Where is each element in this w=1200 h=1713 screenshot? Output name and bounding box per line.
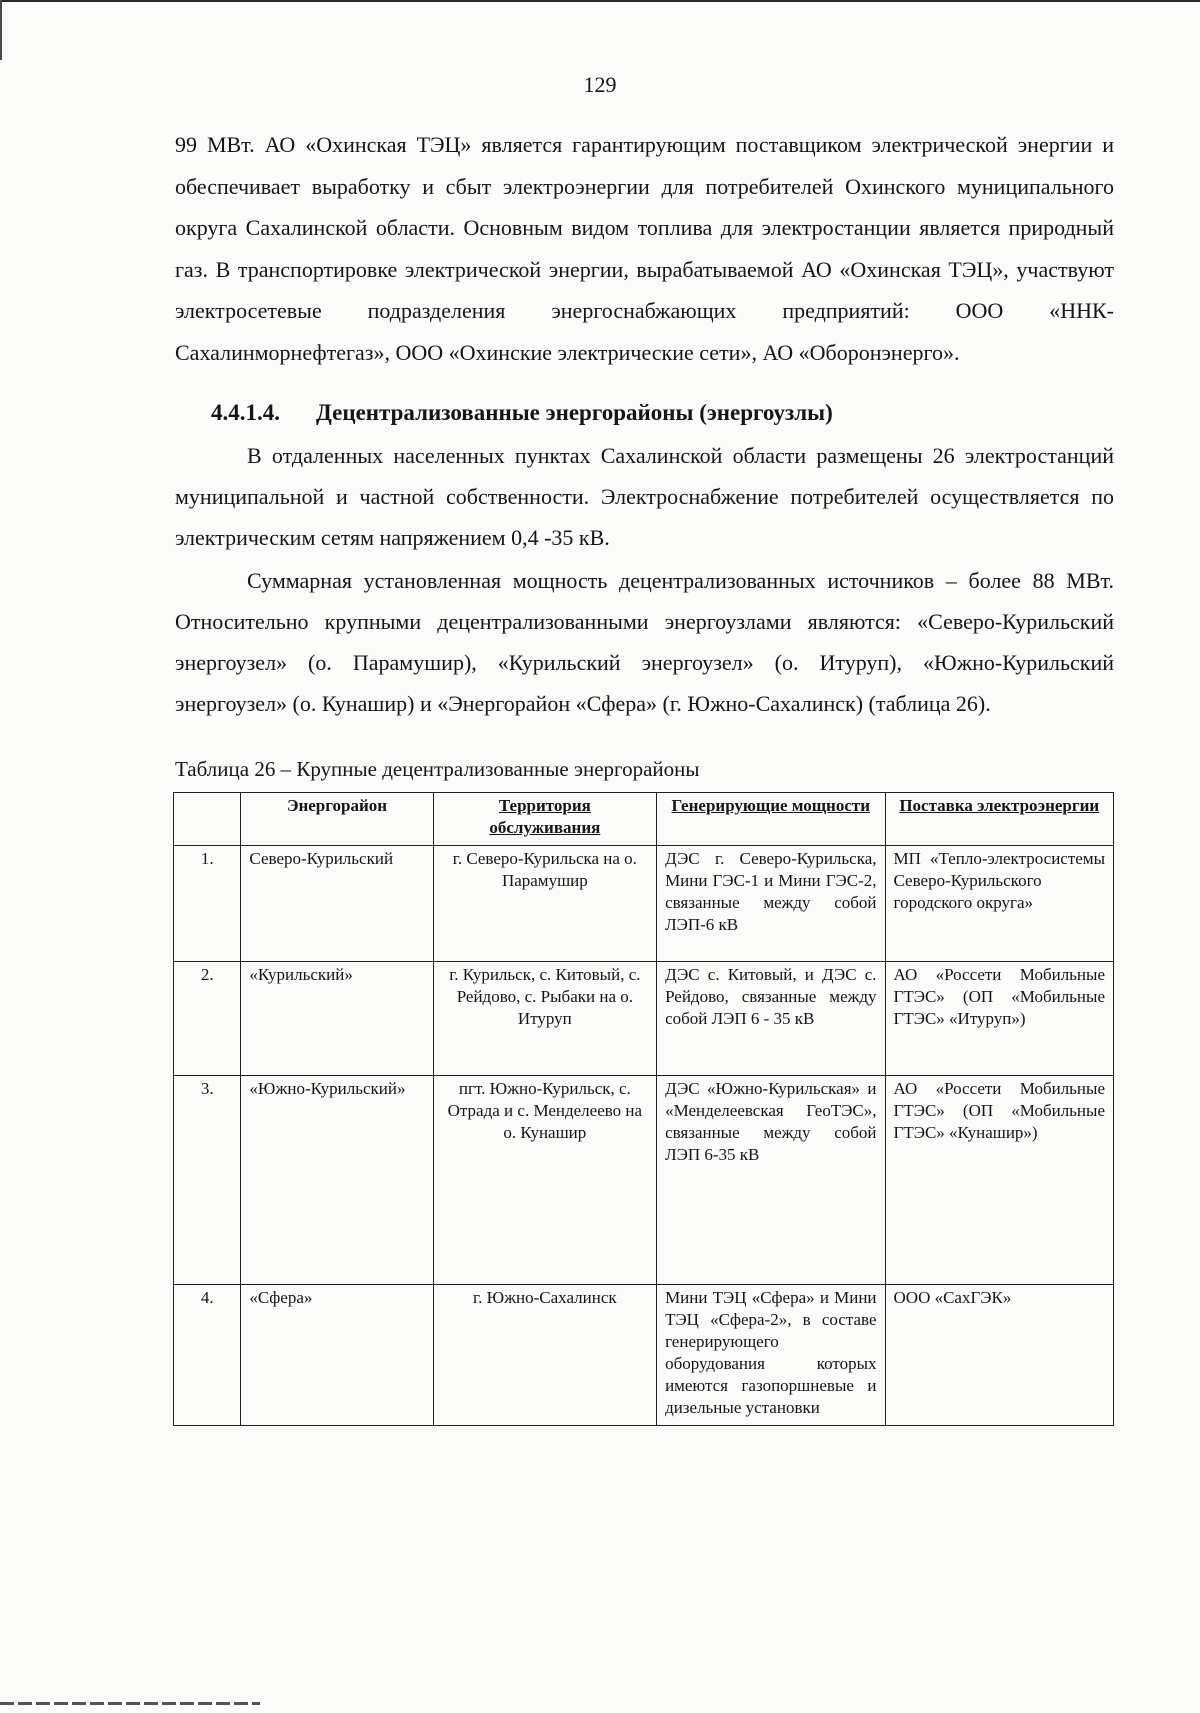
- cell-supply: АО «Россети Мобильные ГТЭС» (ОП «Мобильные ГТЭС» «Итуруп»): [885, 962, 1113, 1076]
- paragraph-decentralized-stations: В отдаленных населенных пунктах Сахалинской области размещены 26 электростанций муниципальной и частной собственности. Электроснабжение потребителей осуществляется по электрическим сетям напряжением 0,4 -35 кВ.: [175, 443, 1114, 550]
- cell-region: Северо-Курильский: [241, 846, 433, 962]
- cell-num: 3.: [174, 1076, 241, 1285]
- cell-supply: ООО «СахГЭК»: [885, 1285, 1113, 1426]
- cell-region: «Южно-Курильский»: [241, 1076, 433, 1285]
- page-content: [175, 124, 1114, 1426]
- cell-generation: ДЭС «Южно-Курильская» и «Менделеевская ГеоТЭС», связанные между собой ЛЭП 6-35 кВ: [657, 1076, 885, 1285]
- cell-territory: г. Северо-Курильска на о. Парамушир: [433, 846, 656, 962]
- header-num: [174, 793, 241, 846]
- header-territory: [433, 793, 656, 846]
- table-caption: Таблица 26 – Крупные децентрализованные энергорайоны: [175, 757, 700, 781]
- cell-territory: г. Курильск, с. Китовый, с. Рейдово, с. Рыбаки на о. Итуруп: [433, 962, 656, 1076]
- section-title: Децентрализованные энергорайоны (энергоузлы): [316, 400, 833, 425]
- cell-supply: АО «Россети Мобильные ГТЭС» (ОП «Мобильные ГТЭС» «Кунашир»): [885, 1076, 1113, 1285]
- paragraph-total-capacity: Суммарная установленная мощность децентрализованных источников – более 88 МВт. Относительно крупными децентрализованными энергоузлами являются: «Северо-Курильский энергоузел» (о. Парамушир), «Курильский энергоузел» (о. Итуруп), «Южно-Курильский энергоузел» (о. Кунашир) и «Энергорайон «Сфера» (г. Южно-Сахалинск) (таблица 26).: [175, 568, 1114, 716]
- cell-region: «Курильский»: [241, 962, 433, 1076]
- header-generation-label: Генерирующие мощности: [671, 796, 871, 815]
- table-row: [174, 846, 1114, 962]
- cell-generation: Мини ТЭЦ «Сфера» и Мини ТЭЦ «Сфера-2», в составе генерирующего оборудования которых имеются газопоршневые и дизельные установки: [657, 1285, 885, 1426]
- section-number: 4.4.1.4.: [211, 400, 280, 425]
- page-number: 129: [583, 72, 617, 97]
- header-supply-label: Поставка электроэнергии: [899, 796, 1100, 815]
- cell-num: 4.: [174, 1285, 241, 1426]
- scan-border-top: [0, 0, 1200, 2]
- header-region: Энергорайон: [241, 793, 433, 846]
- header-generation: [657, 793, 885, 846]
- cell-territory: г. Южно-Сахалинск: [433, 1285, 656, 1426]
- scan-border-left: [0, 0, 2, 60]
- paragraph-ohinsk-tec: 99 МВт. АО «Охинская ТЭЦ» является гарантирующим поставщиком электрической энергии и обеспечивает выработку и сбыт электроэнергии для потребителей Охинского муниципального округа Сахалинской области. Основным видом топлива для электростанции является природный газ. В транспортировке электрической энергии, вырабатываемой АО «Охинская ТЭЦ», участвуют электросетевые подразделения энергоснабжающих предприятий: ООО «ННК-Сахалинморнефтегаз», ООО «Охинские электрические сети», АО «Оборонэнерго».: [175, 132, 1114, 365]
- table-header-row: [174, 793, 1114, 846]
- table-row: [174, 1076, 1114, 1285]
- cell-generation: ДЭС г. Северо-Курильска, Мини ГЭС-1 и Мини ГЭС-2, связанные между собой ЛЭП-6 кВ: [657, 846, 885, 962]
- cell-territory: пгт. Южно-Курильск, с. Отрада и с. Менделеево на о. Кунашир: [433, 1076, 656, 1285]
- header-supply: [885, 793, 1113, 846]
- section-heading: [211, 391, 1114, 435]
- energy-regions-table: [173, 792, 1114, 1426]
- cell-supply: МП «Тепло-электросистемы Северо-Курильского городского округа»: [885, 846, 1113, 962]
- table-row: [174, 1285, 1114, 1426]
- cell-num: 1.: [174, 846, 241, 962]
- header-territory-label: Территория обслуживания: [489, 796, 601, 837]
- cell-generation: ДЭС с. Китовый, и ДЭС с. Рейдово, связанные между собой ЛЭП 6 - 35 кВ: [657, 962, 885, 1076]
- cell-region: «Сфера»: [241, 1285, 433, 1426]
- scan-border-bottom: [0, 1702, 260, 1705]
- cell-num: 2.: [174, 962, 241, 1076]
- table-row: [174, 962, 1114, 1076]
